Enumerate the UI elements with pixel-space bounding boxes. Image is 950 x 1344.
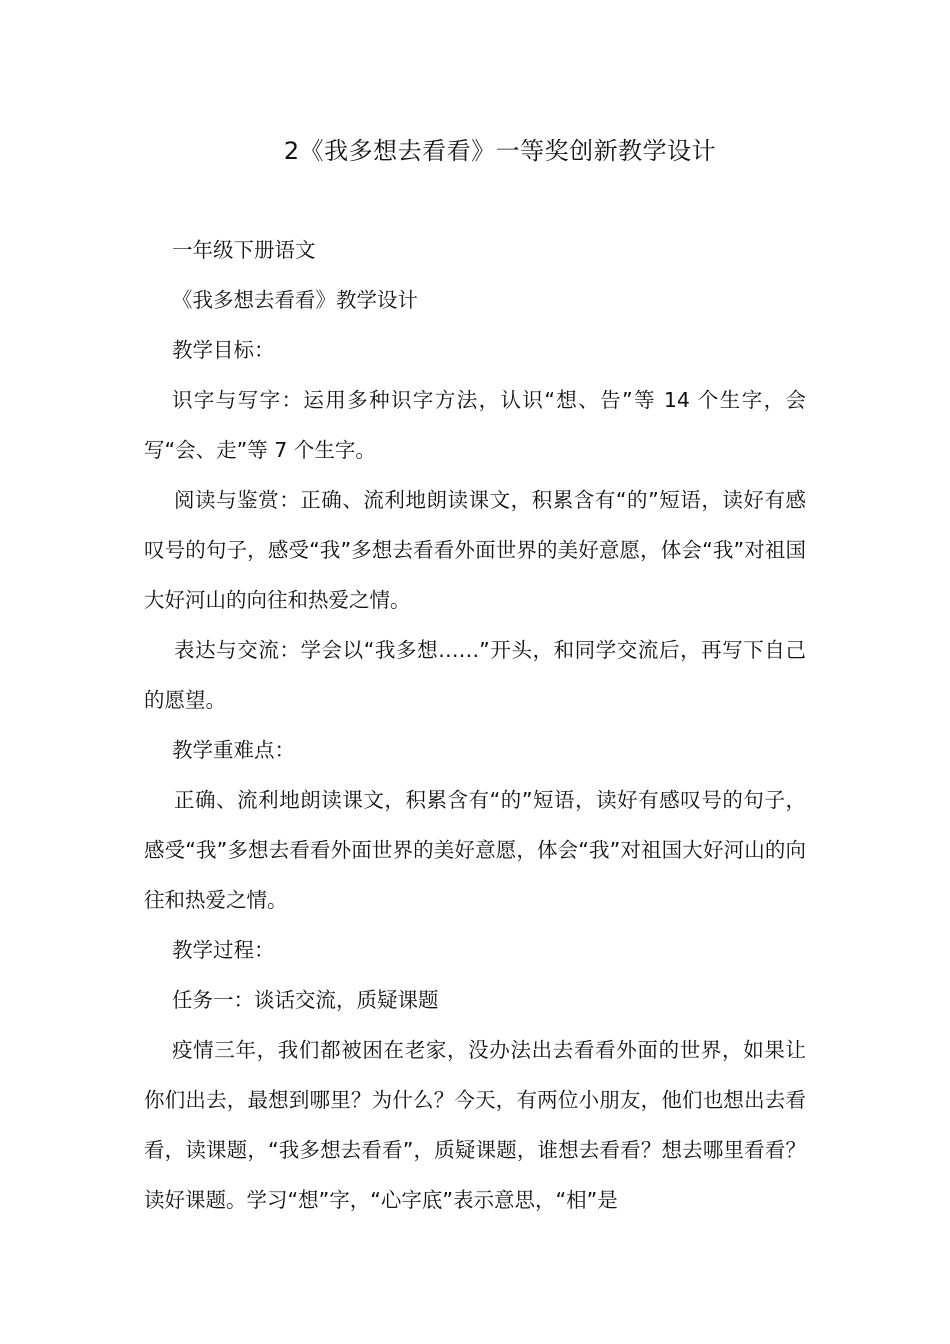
document-body <box>144 225 806 1225</box>
heading-teaching-goals: 教学目标： <box>172 338 275 362</box>
heading-key-points: 教学重难点： <box>172 738 295 762</box>
paragraph-reading-goal: 阅读与鉴赏：正确、流利地朗读课文，积累含有“的”短语，读好有感叹号的句子，感受“我”多想去看看外面世界的美好意愿，体会“我”对祖国大好河山的向往和热爱之情。 <box>144 488 806 612</box>
paragraph-key-points: 正确、流利地朗读课文，积累含有“的”短语，读好有感叹号的句子，感受“我”多想去看看外面世界的美好意愿，体会“我”对祖国大好河山的向往和热爱之情。 <box>144 788 806 912</box>
paragraph-lesson-title: 《我多想去看看》教学设计 <box>172 288 418 312</box>
heading-teaching-process: 教学过程： <box>172 938 275 962</box>
heading-task-one: 任务一：谈话交流，质疑课题 <box>172 988 439 1012</box>
paragraph-grade: 一年级下册语文 <box>172 238 316 262</box>
paragraph-literacy-goal: 识字与写字：运用多种识字方法，认识“想、告”等 14 个生字，会写“会、走”等 7 个生字。 <box>144 388 806 462</box>
paragraph-expression-goal: 表达与交流：学会以“我多想……”开头，和同学交流后，再写下自己的愿望。 <box>144 638 806 712</box>
paragraph-task-one: 疫情三年，我们都被困在老家，没办法出去看看外面的世界，如果让你们出去，最想到哪里？为什么？今天，有两位小朋友，他们也想出去看看，读课题，“我多想去看看”，质疑课题，谁想去看看？想去哪里看看？读好课题。学习“想”字，“心字底”表示意思，“相”是 <box>144 1038 806 1212</box>
document-title: 2《我多想去看看》一等奖创新教学设计 <box>283 137 717 165</box>
